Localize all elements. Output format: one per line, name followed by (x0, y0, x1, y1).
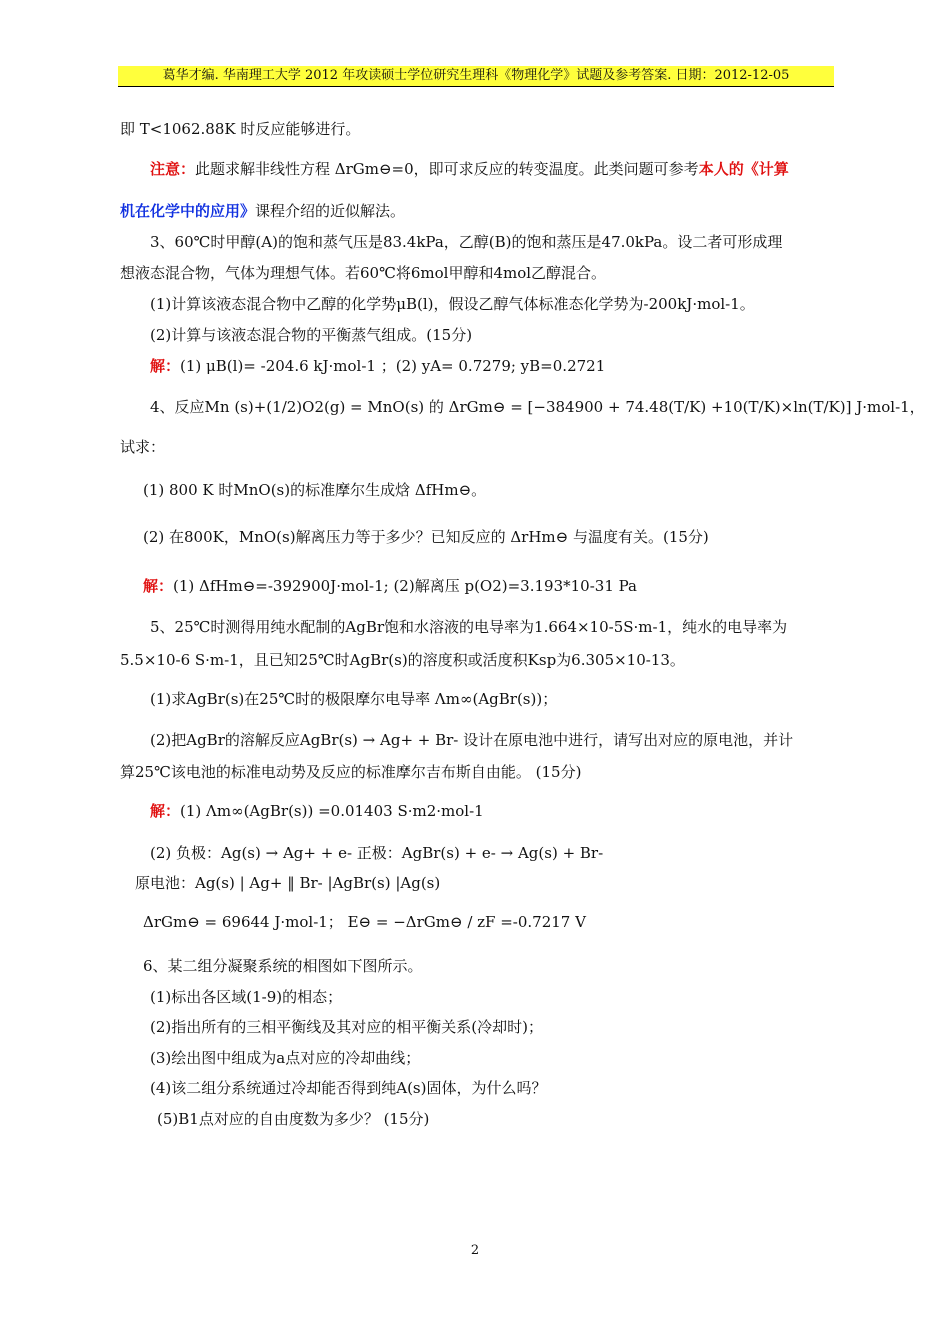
answer-label: 解： (150, 357, 181, 375)
page-number: 2 (470, 1243, 480, 1258)
question-5: 5、25℃时测得用纯水配制的AgBr饱和水溶液的电导率为1.664×10-5S·m-1，纯水的电导率为 (150, 618, 788, 636)
text-line: (2)指出所有的三相平衡线及其对应的相平衡关系(冷却时)； (150, 1018, 543, 1036)
reference-link: 本人的《计算 (698, 160, 789, 178)
note-label: 注意： (150, 160, 196, 178)
note-line-cont: 机在化学中的应用》课程介绍的近似解法。 (120, 202, 406, 220)
text-line: (2)把AgBr的溶解反应AgBr(s) → Ag+ + Br- 设计在原电池中进行，请写出对应的原电池，并计 (150, 731, 794, 749)
text-line: (4)该二组分系统通过冷却能否得到纯A(s)固体，为什么吗？ (150, 1079, 547, 1097)
question-3: 3、60℃时甲醇(A)的饱和蒸气压是83.4kPa，乙醇(B)的饱和蒸压是47.0kPa。设二者可形成理 (150, 233, 783, 251)
text-line: (1)求AgBr(s)在25℃时的极限摩尔电导率 Λm∞(AgBr(s))； (150, 690, 558, 708)
answer-label: 解： (150, 802, 181, 820)
text-line: (1)计算该液态混合物中乙醇的化学势μB(l)，假设乙醇气体标准态化学势为-200kJ·mol-1。 (150, 295, 755, 313)
note-line: 注意：此题求解非线性方程 ΔrGm⊖=0，即可求反应的转变温度。此类问题可参考本人的《计算 (150, 160, 789, 178)
question-6: 6、某二组分凝聚系统的相图如下图所示。 (143, 957, 423, 975)
text-line: (2) 负极：Ag(s) → Ag+ + e- 正极：AgBr(s) + e- → Ag(s) + Br- (150, 844, 604, 862)
course-title: 机在化学中的应用》 (120, 202, 256, 220)
text-line: 试求： (120, 438, 166, 456)
text-line: ΔrGm⊖ = 69644 J·mol-1； E⊖ = −ΔrGm⊖ / zF =-0.7217 V (143, 913, 586, 931)
answer-label: 解： (143, 577, 174, 595)
text-line: 原电池：Ag(s) | Ag+ ‖ Br- |AgBr(s) |Ag(s) (135, 874, 441, 892)
answer-3: 解：(1) μB(l)= -204.6 kJ·mol-1 ；(2) yA= 0.7279; yB=0.2721 (150, 357, 606, 375)
answer-4: 解：(1) ΔfHm⊖=-392900J·mol-1; (2)解离压 p(O2)=3.193*10-31 Pa (143, 577, 637, 595)
text-line: 想液态混合物，气体为理想气体。若60℃将6mol甲醇和4mol乙醇混合。 (120, 264, 607, 282)
text-line: 5.5×10-6 S·m-1，且已知25℃时AgBr(s)的溶度积或活度积Ksp为6.305×10-13。 (120, 651, 685, 669)
text-line: (2) 在800K，MnO(s)解离压力等于多少？已知反应的 ΔrHm⊖ 与温度有关。(15分) (143, 528, 709, 546)
text-line: (3)绘出图中组成为a点对应的冷却曲线； (150, 1049, 421, 1067)
text-line: 即 T<1062.88K 时反应能够进行。 (120, 120, 361, 138)
text-line: (1)标出各区域(1-9)的相态； (150, 988, 343, 1006)
page-header (118, 66, 834, 87)
header-text: 葛华才编. 华南理工大学 2012 年攻读硕士学位研究生理科《物理化学》试题及参考答案. 日期：2012-12-05 (162, 68, 790, 83)
text-line: (2)计算与该液态混合物的平衡蒸气组成。(15分) (150, 326, 473, 344)
answer-5: 解：(1) Λm∞(AgBr(s)) =0.01403 S·m2·mol-1 (150, 802, 484, 820)
text-line: (5)B1点对应的自由度数为多少？ (15分) (157, 1110, 430, 1128)
text-line: 算25℃该电池的标准电动势及反应的标准摩尔吉布斯自由能。 (15分) (120, 763, 582, 781)
question-4: 4、反应Mn (s)+(1/2)O2(g) = MnO(s) 的 ΔrGm⊖ = [−384900 + 74.48(T/K) +10(T/K)×ln(T/K)] J·mol-1， (150, 398, 925, 416)
text-line: (1) 800 K 时MnO(s)的标准摩尔生成焓 ΔfHm⊖。 (143, 481, 487, 499)
